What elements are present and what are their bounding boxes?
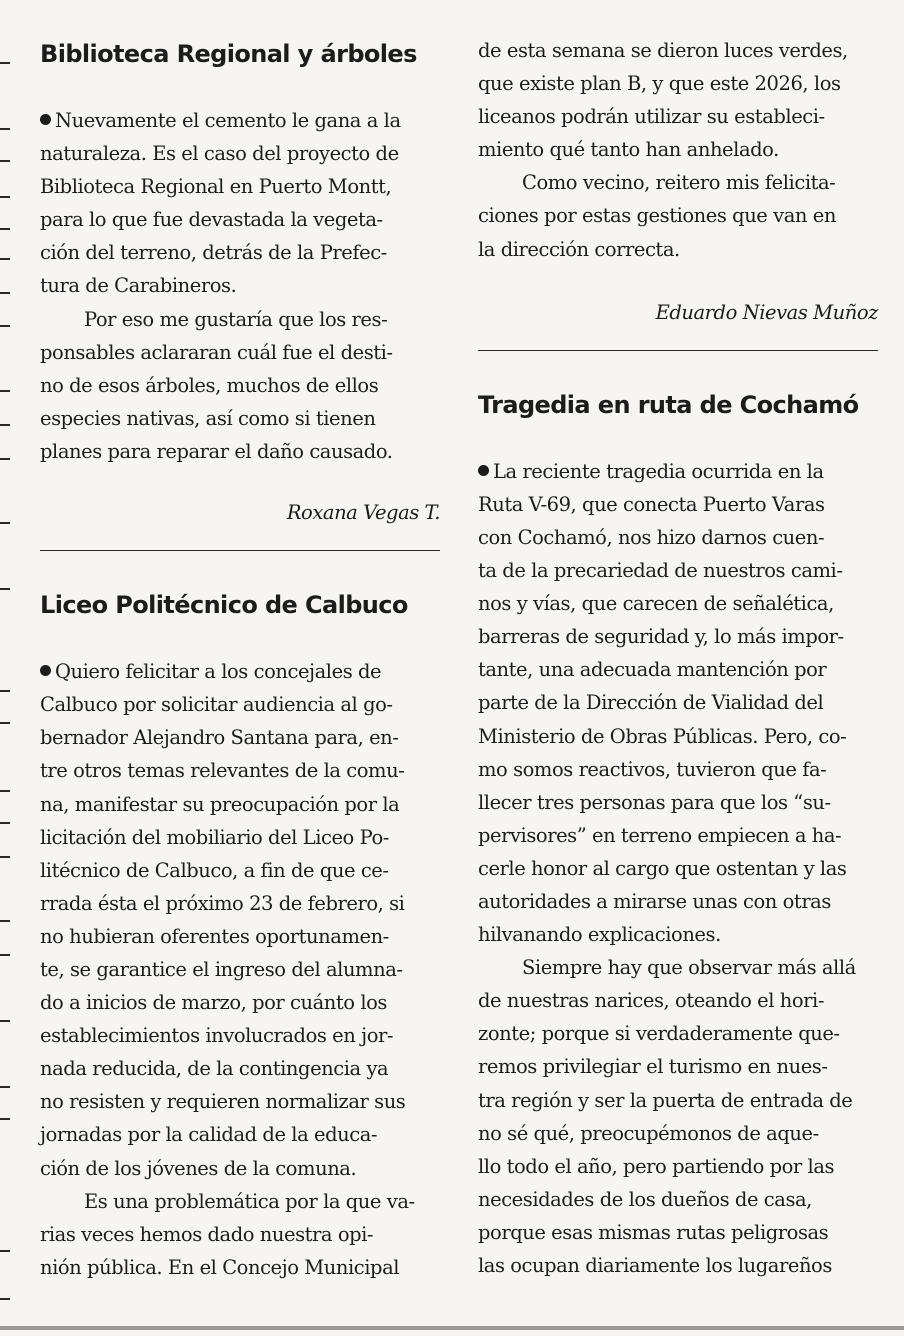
- margin-tick: [0, 1250, 10, 1252]
- text-line: cerle honor al cargo que ostentan y las: [478, 856, 847, 880]
- text-line-content: Quiero felicitar a los concejales de: [55, 660, 382, 684]
- text-line: necesidades de los dueños de casa,: [478, 1187, 812, 1211]
- right-column: [478, 34, 878, 1282]
- text-line: las ocupan diariamente los lugareños: [478, 1254, 832, 1277]
- text-line: Como vecino, reitero mis felicita-: [522, 171, 836, 195]
- text-line: de esta semana se dieron luces verdes,: [478, 39, 848, 62]
- margin-tick: [0, 196, 10, 198]
- text-line: ción de los jóvenes de la comuna.: [40, 1156, 357, 1180]
- text-line: porque esas mismas rutas peligrosas: [478, 1220, 829, 1244]
- text-line: pervisores” en terreno empiecen a ha-: [478, 823, 842, 847]
- text-line: liceanos podrán utilizar su estableci-: [478, 105, 825, 129]
- text-line: de nuestras narices, oteando el hori-: [478, 989, 824, 1013]
- text-line: [478, 455, 878, 488]
- margin-tick: [0, 128, 10, 130]
- left-column: [40, 34, 440, 1284]
- margin-tick: [0, 822, 10, 824]
- text-line: parte de la Dirección de Vialidad del: [478, 691, 824, 715]
- margin-tick: [0, 856, 10, 858]
- margin-tick: [0, 690, 10, 692]
- text-line: tra región y ser la puerta de entrada de: [478, 1088, 853, 1112]
- text-line: licitación del mobiliario del Liceo Po-: [40, 825, 389, 849]
- text-line: rias veces hemos dado nuestra opi-: [40, 1222, 374, 1246]
- left-margin-ticks: [0, 0, 14, 1336]
- text-line: no sé qué, preocupémonos de aque-: [478, 1121, 819, 1145]
- text-line: Es una problemática por la que va-: [84, 1189, 415, 1213]
- margin-tick: [0, 954, 10, 956]
- text-line: con Cochamó, nos hizo darnos cuen-: [478, 525, 825, 549]
- margin-tick: [0, 522, 10, 524]
- text-line: zonte; porque si verdaderamente que-: [478, 1022, 840, 1046]
- text-line: ciones por estas gestiones que van en: [478, 204, 836, 228]
- text-line: miento qué tanto han anhelado.: [478, 138, 779, 162]
- text-line: tante, una adecuada mantención por: [478, 658, 827, 682]
- text-line: remos privilegiar el turismo en nues-: [478, 1055, 828, 1079]
- text-line: Biblioteca Regional en Puerto Montt,: [40, 175, 392, 199]
- text-line: establecimientos involucrados en jor-: [40, 1024, 394, 1048]
- text-line: Por eso me gustaría que los res-: [84, 307, 388, 331]
- text-line: ta de la precariedad de nuestros cami-: [478, 559, 843, 583]
- margin-tick: [0, 325, 10, 327]
- text-line: la dirección correcta.: [478, 237, 680, 261]
- text-line: jornadas por la calidad de la educa-: [40, 1123, 378, 1147]
- text-line: do a inicios de marzo, por cuánto los: [40, 991, 387, 1015]
- text-line: naturaleza. Es el caso del proyecto de: [40, 142, 399, 166]
- margin-tick: [0, 790, 10, 792]
- text-line: tre otros temas relevantes de la comu-: [40, 759, 405, 783]
- text-line: nada reducida, de la contingencia ya: [40, 1057, 389, 1081]
- text-line: hilvanando explicaciones.: [478, 923, 721, 947]
- text-line: [40, 655, 440, 688]
- section-divider: [40, 550, 440, 551]
- margin-tick: [0, 458, 10, 460]
- bullet-icon: [40, 114, 51, 125]
- margin-tick: [0, 424, 10, 426]
- margin-tick: [0, 1298, 10, 1300]
- text-line: na, manifestar su preocupación por la: [40, 792, 400, 816]
- margin-tick: [0, 1020, 10, 1022]
- margin-tick: [0, 1086, 10, 1088]
- margin-tick: [0, 588, 10, 590]
- text-line-content: La reciente tragedia ocurrida en la: [493, 459, 824, 483]
- section-divider: [478, 350, 878, 351]
- text-line: Ruta V-69, que conecta Puerto Varas: [478, 492, 825, 516]
- letter-heading: Tragedia en ruta de Cochamó: [478, 390, 859, 419]
- text-line: llecer tres personas para que los “su-: [478, 790, 831, 814]
- text-line: no de esos árboles, muchos de ellos: [40, 373, 379, 397]
- text-line: [40, 104, 440, 137]
- text-line-content: Nuevamente el cemento le gana a la: [55, 109, 401, 132]
- text-line: tura de Carabineros.: [40, 274, 237, 298]
- text-line: que existe plan B, y que este 2026, los: [478, 72, 841, 96]
- text-line: ción del terreno, detrás de la Prefec-: [40, 241, 387, 265]
- margin-tick: [0, 62, 10, 64]
- text-line: Siempre hay que observar más allá: [522, 956, 856, 980]
- text-line: te, se garantice el ingreso del alumna-: [40, 957, 403, 981]
- text-line: Calbuco por solicitar audiencia al go-: [40, 693, 393, 717]
- margin-tick: [0, 160, 10, 162]
- text-line: autoridades a mirarse unas con otras: [478, 889, 831, 913]
- letter-heading: Liceo Politécnico de Calbuco: [40, 591, 408, 620]
- text-line: bernador Alejandro Santana para, en-: [40, 726, 399, 750]
- margin-tick: [0, 1118, 10, 1120]
- text-line: ponsables aclararan cuál fue el desti-: [40, 340, 393, 364]
- letter-signature: Eduardo Nievas Muñoz: [655, 300, 878, 324]
- margin-tick: [0, 722, 10, 724]
- bullet-icon: [40, 665, 51, 676]
- text-line: no hubieran oferentes oportunamen-: [40, 924, 389, 948]
- text-line: litécnico de Calbuco, a fin de que ce-: [40, 858, 389, 882]
- text-line: para lo que fue devastada la vegeta-: [40, 208, 383, 232]
- bullet-icon: [478, 465, 489, 476]
- letter-heading: Biblioteca Regional y árboles: [40, 40, 417, 68]
- letter-signature: Roxana Vegas T.: [286, 501, 440, 525]
- text-line: planes para reparar el daño causado.: [40, 439, 393, 463]
- margin-tick: [0, 258, 10, 260]
- text-line: mo somos reactivos, tuvieron que fa-: [478, 757, 827, 781]
- bottom-border: [0, 1326, 904, 1330]
- text-line: rrada ésta el próximo 23 de febrero, si: [40, 891, 405, 915]
- text-line: no resisten y requieren normalizar sus: [40, 1090, 406, 1114]
- margin-tick: [0, 390, 10, 392]
- text-line: especies nativas, así como si tienen: [40, 406, 376, 430]
- text-line: barreras de seguridad y, lo más impor-: [478, 625, 844, 649]
- margin-tick: [0, 920, 10, 922]
- margin-tick: [0, 292, 10, 294]
- text-line: nos y vías, que carecen de señalética,: [478, 592, 834, 616]
- text-line: Ministerio de Obras Públicas. Pero, co-: [478, 724, 847, 748]
- text-line: llo todo el año, pero partiendo por las: [478, 1154, 835, 1178]
- text-line: nión pública. En el Concejo Municipal: [40, 1255, 400, 1279]
- margin-tick: [0, 228, 10, 230]
